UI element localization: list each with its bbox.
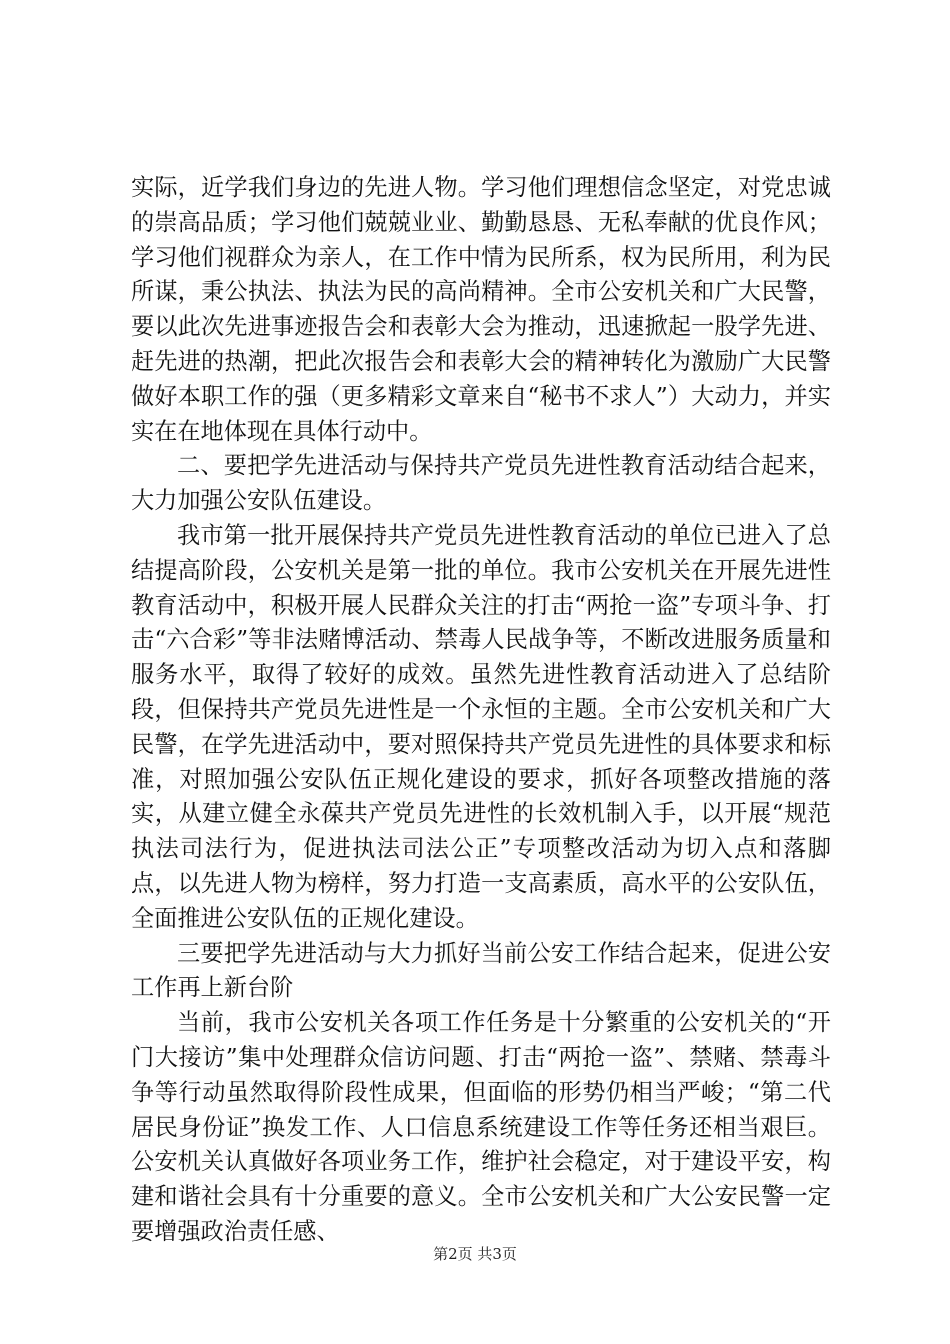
paragraph-2-heading: 二、要把学先进活动与保持共产党员先进性教育活动结合起来，大力加强公安队伍建设。 bbox=[131, 452, 831, 515]
page-number-footer: 第2页 共3页 bbox=[433, 1245, 517, 1263]
document-body bbox=[131, 171, 831, 1250]
paragraph-1: 实际，近学我们身边的先进人物。学习他们理想信念坚定，对党忠诚的崇高品质；学习他们兢兢业业、勤勤恳恳、无私奉献的优良作风；学习他们视群众为亲人，在工作中情为民所系，权为民所用，利为民所谋，秉公执法、执法为民的高尚精神。全市公安机关和广大民警，要以此次先进事迹报告会和表彰大会为推动，迅速掀起一股学先进、赶先进的热潮，把此次报告会和表彰大会的精神转化为激励广大民警做好本职工作的强（更多精彩文章来自“秘书不求人”）大动力，并实实在在地体现在具体行动中。 bbox=[131, 174, 831, 445]
paragraph-3: 我市第一批开展保持共产党员先进性教育活动的单位已进入了总结提高阶段，公安机关是第一批的单位。我市公安机关在开展先进性教育活动中，积极开展人民群众关注的打击“两抢一盗”专项斗争、打击“六合彩”等非法赌博活动、禁毒人民战争等，不断改进服务质量和服务水平，取得了较好的成效。虽然先进性教育活动进入了总结阶段，但保持共产党员先进性是一个永恒的主题。全市公安机关和广大民警，在学先进活动中，要对照保持共产党员先进性的具体要求和标准，对照加强公安队伍正规化建设的要求，抓好各项整改措施的落实，从建立健全永葆共产党员先进性的长效机制入手，以开展“规范执法司法行为，促进执法司法公正”专项整改活动为切入点和落脚点，以先进人物为榜样，努力打造一支高素质，高水平的公安队伍，全面推进公安队伍的正规化建设。 bbox=[131, 521, 831, 932]
paragraph-4-heading: 三要把学先进活动与大力抓好当前公安工作结合起来，促进公安工作再上新台阶 bbox=[131, 939, 831, 1002]
paragraph-5: 当前，我市公安机关各项工作任务是十分繁重的公安机关的“开门大接访”集中处理群众信访问题、打击“两抢一盗”、禁赌、禁毒斗争等行动虽然取得阶段性成果，但面临的形势仍相当严峻；“第二代居民身份证”换发工作、人口信息系统建设工作等任务还相当艰巨。公安机关认真做好各项业务工作，维护社会稳定，对于建设平安，构建和谐社会具有十分重要的意义。全市公安机关和广大公安民警一定要增强政治责任感、 bbox=[131, 1009, 831, 1245]
